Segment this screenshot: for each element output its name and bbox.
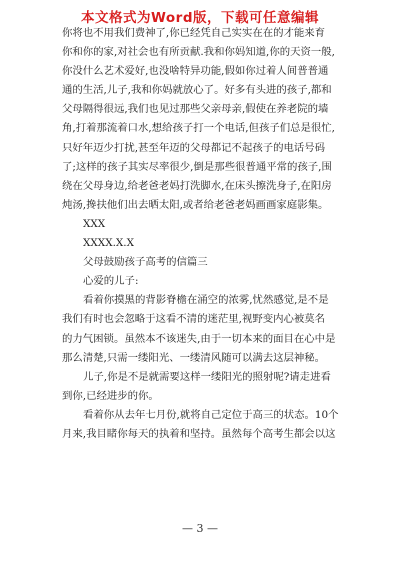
text-line: 到你,已经进步的你。: [62, 389, 159, 402]
text-line: 你将也不用我们费神了,你已经凭自己实实在在的才能来育: [62, 27, 326, 39]
text-line: 的力气困锁。虽然本不该迷失,由于一切本来的面目在心中是: [62, 332, 336, 345]
text-line: 月来,我目睹你每天的执着和坚持。虽然每个高考生都会以这: [62, 427, 336, 440]
page-number: — 3 —: [182, 522, 218, 535]
text-line: 看着你从去年七月份,就将自己定位于高三的状态。10个: [83, 408, 339, 421]
text-line: 父母隔得很远,我们也见过那些父亲母亲,假使在养老院的墙: [62, 103, 329, 116]
section-title: 父母鼓励孩子高考的信篇三: [83, 256, 208, 269]
text-line: 角,打着那流着口水,想给孩子打一个电话,但孩子们总是很忙,: [62, 122, 335, 135]
signature-name: XXX: [83, 217, 106, 230]
text-line: 你没什么艺术爱好,也没啥特异功能,假如你过着人间普普通: [62, 65, 329, 78]
text-line: 绕在父母身边,给老爸老妈打洗脚水,在床头擦洗身子,在阳房: [62, 179, 332, 192]
text-line: 你和你的家,对社会也有所贡献.我和你妈知道,你的天资一般,: [62, 46, 335, 59]
text-line: 了;这样的孩子其实尽率很少,倒是那些很普通平常的孩子,围: [62, 160, 332, 173]
salutation: 心爱的儿子:: [83, 275, 139, 288]
text-line: 炖汤,搀扶他们出去晒太阳,或者给老爸老妈画画家庭影集。: [62, 198, 329, 211]
text-line: 只好年迈少打扰,甚至年迈的父母都记不起孩子的电话号码: [62, 141, 326, 154]
text-line: 儿子,你是不是就需要这样一缕阳光的照射呢?请走进看: [83, 370, 331, 383]
text-line: 看着你摸黑的背影脊檐在涌空的浓雾,忧然感觉,是不是: [83, 294, 329, 307]
text-line: 通的生活,儿子,我和你妈就放心了。好多有头进的孩子,都和: [62, 84, 332, 97]
text-line: 那么清楚,只需一缕阳光、一缕清风随可以满去这层神秘。: [62, 351, 326, 364]
word-format-banner: 本文格式为Word版，下载可任意编辑: [80, 10, 319, 26]
text-line: 我们有时也会忽略于这看不清的迷茫里,视野变内心被莫名: [62, 313, 326, 326]
letter-body: [62, 24, 350, 444]
signature-date: XXXX.X.X: [83, 237, 134, 250]
